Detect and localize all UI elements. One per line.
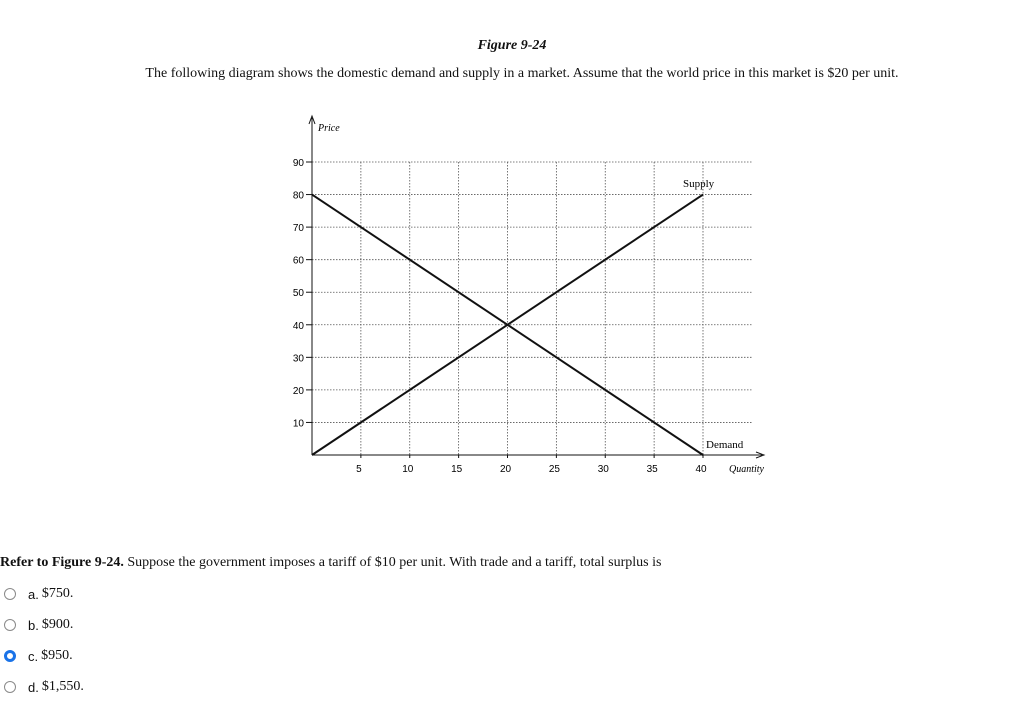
radio-a[interactable] xyxy=(4,588,16,600)
x-tick-label: 15 xyxy=(451,464,463,475)
y-tick-label: 30 xyxy=(292,353,304,365)
x-tick-label: 10 xyxy=(402,464,414,475)
x-tick-label: 5 xyxy=(356,464,362,475)
option-c[interactable] xyxy=(4,645,73,667)
question-refer: Refer to Figure 9-24. xyxy=(0,555,124,570)
intro-text: The following diagram shows the domestic demand and supply in a market. Assume that the world price in this market is $20 per unit. xyxy=(145,66,899,81)
supply-label: Supply xyxy=(683,178,715,190)
question-body: Suppose the government imposes a tariff of $10 per unit. With trade and a tariff, total surplus is xyxy=(123,555,662,570)
option-c-letter: c. xyxy=(28,648,39,664)
y-tick-label: 80 xyxy=(292,190,304,202)
option-b[interactable] xyxy=(4,614,73,636)
x-tick-label: 40 xyxy=(695,464,707,475)
figure-title: Figure 9-24 xyxy=(477,38,547,53)
option-d-value: $1,550. xyxy=(41,679,84,694)
option-d[interactable] xyxy=(4,676,84,698)
y-tick-label: 70 xyxy=(292,223,304,235)
radio-c[interactable] xyxy=(4,650,16,662)
option-b-value: $900. xyxy=(41,617,74,632)
y-tick-label: 90 xyxy=(292,158,304,169)
x-tick-label: 30 xyxy=(597,464,609,475)
y-tick-label: 40 xyxy=(292,320,304,332)
y-axis-label: Price xyxy=(318,123,340,134)
option-b-letter: b. xyxy=(28,617,39,633)
y-tick-label: 50 xyxy=(292,288,304,300)
radio-d[interactable] xyxy=(4,681,16,693)
x-axis-label: Quantity xyxy=(729,464,764,475)
radio-b[interactable] xyxy=(4,619,16,631)
series-layer xyxy=(312,195,703,455)
demand-label: Demand xyxy=(706,439,744,451)
x-tick-label: 20 xyxy=(499,464,512,475)
y-tick-label: 10 xyxy=(292,418,304,430)
y-tick-label: 20 xyxy=(292,385,304,397)
y-tick-label: 60 xyxy=(292,255,304,267)
axes-layer xyxy=(306,116,764,458)
x-tick-label: 25 xyxy=(548,464,560,475)
option-a-letter: a. xyxy=(28,586,39,602)
option-c-value: $950. xyxy=(41,648,73,663)
option-a[interactable] xyxy=(4,583,73,605)
option-a-value: $750. xyxy=(41,586,74,601)
option-d-letter: d. xyxy=(28,679,39,695)
question-text xyxy=(0,555,661,571)
x-tick-label: 35 xyxy=(646,464,658,475)
